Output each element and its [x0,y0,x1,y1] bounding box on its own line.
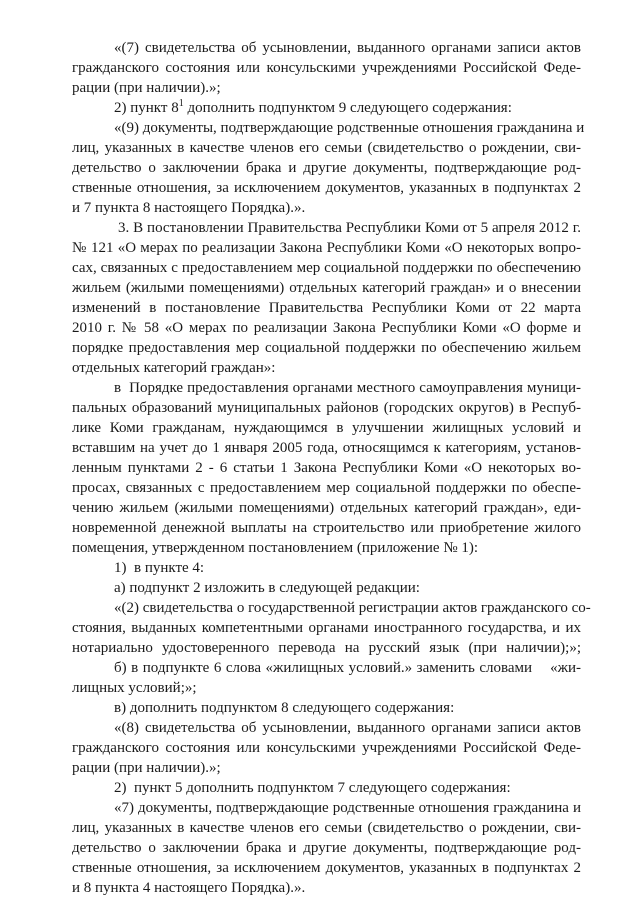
text-line: 1) в пункте 4: [114,560,205,576]
text-line: лике Коми гражданам, нуждающимся в улучшении жилищных условий и [72,420,581,436]
text-line: помещения, утвержденном постановлением (приложение № 1): [72,540,479,556]
text-line: порядке предоставления мер социальной поддержки по обеспечению жильем [72,340,581,356]
text-line: б) в подпункте 6 слова «жилищных условий.» заменить словами «жи- [114,660,581,676]
text-line: детельство о заключении брака и другие документы, подтверждающие род- [72,160,581,176]
text-line: в Порядке предоставления органами местного самоуправления муници- [114,380,581,396]
text-line: рации (при наличии).»; [72,760,221,776]
text-line: просах, связанных с предоставлением мер социальной поддержки по обеспе- [72,480,581,496]
text-line: лищных условий;»; [72,680,197,696]
text-fragment: 2) пункт 8 [114,100,179,116]
text-line: ленным пунктами 2 - 6 статьи 1 Закона Республики Коми «О некоторых во- [72,460,581,476]
text-line [114,98,512,118]
text-line: сах, связанных с предоставлением мер социальной поддержки по обеспечению [72,260,581,276]
text-line: № 121 «О мерах по реализации Закона Республики Коми «О некоторых вопро- [72,240,581,256]
text-line: лиц, указанных в качестве членов его семьи (свидетельство о рождении, сви- [72,140,581,156]
text-line: стояния, выданных компетентными органами иностранного государства, и их [72,620,581,636]
text-line: 2) пункт 5 дополнить подпунктом 7 следующего содержания: [114,780,511,796]
text-line: 2010 г. № 58 «О мерах по реализации Закона Республики Коми «О форме и [72,320,581,336]
text-line: вставшим на учет до 1 января 2005 года, относящимся к категориям, установ- [72,440,581,456]
text-line: лиц, указанных в качестве членов его семьи (свидетельство о рождении, сви- [72,820,581,836]
text-line: «(2) свидетельства о государственной регистрации актов гражданского со- [114,600,591,616]
text-line: нотариально удостоверенного перевода на русский язык (при наличии);»; [72,640,581,656]
text-fragment: дополнить подпунктом 9 следующего содержания: [183,100,512,116]
text-line: новременной денежной выплаты на строительство или приобретение жилого [72,520,581,536]
text-line: «(7) свидетельства об усыновлении, выданного органами записи актов [114,40,581,56]
text-line: и 7 пункта 8 настоящего Порядка).». [72,200,306,216]
text-line: жильем (жилыми помещениями) отдельных категорий граждан» и о внесении [72,280,581,296]
text-line: в) дополнить подпунктом 8 следующего содержания: [114,700,455,716]
text-line: гражданского состояния или консульскими учреждениями Российской Феде- [72,60,581,76]
text-line: гражданского состояния или консульскими учреждениями Российской Феде- [72,740,581,756]
text-line: пальных образований муниципальных районов (городских округов) в Респуб- [72,400,581,416]
text-line: «7) документы, подтверждающие родственные отношения гражданина и [114,800,581,816]
text-line: ственные отношения, за исключением документов, указанных в подпунктах 2 [72,180,581,196]
superscript: 1 [178,98,184,109]
text-line: отдельных категорий граждан»: [72,360,276,376]
text-line: а) подпункт 2 изложить в следующей редакции: [114,580,420,596]
text-line: «(8) свидетельства об усыновлении, выданного органами записи актов [114,720,581,736]
text-line: изменений в постановление Правительства Республики Коми от 22 марта [72,300,581,316]
text-line: рации (при наличии).»; [72,80,221,96]
text-line: чению жильем (жилыми помещениями) отдельных категорий граждан», еди- [72,500,581,516]
text-line: детельство о заключении брака и другие документы, подтверждающие род- [72,840,581,856]
text-line: «(9) документы, подтверждающие родственные отношения гражданина и [114,120,585,136]
text-line: ственные отношения, за исключением документов, указанных в подпунктах 2 [72,860,581,876]
text-line: и 8 пункта 4 настоящего Порядка).». [72,880,306,896]
text-line: 3. В постановлении Правительства Республики Коми от 5 апреля 2012 г. [118,220,581,236]
